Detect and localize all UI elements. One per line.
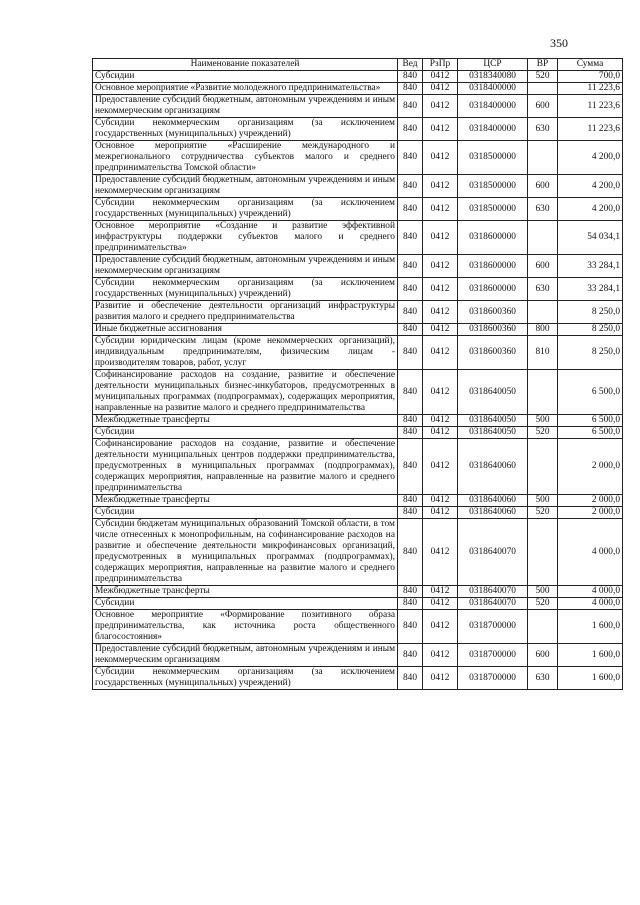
table-row [93,439,623,495]
cell-name: Основное мероприятие «Развитие молодежного предпринимательства» [93,83,398,95]
cell-vr [528,370,558,415]
cell-vr: 630 [528,118,558,141]
cell-ved: 840 [398,415,423,427]
cell-vr: 630 [528,667,558,690]
cell-ved: 840 [398,644,423,667]
cell-vr [528,610,558,644]
cell-ved: 840 [398,667,423,690]
cell-ved: 840 [398,495,423,507]
cell-sum: 1 600,0 [558,644,623,667]
cell-name: Предоставление субсидий бюджетным, автономным учреждениям и иным некоммерческим организациям [93,255,398,278]
cell-sum: 33 284,1 [558,255,623,278]
cell-sum: 11 223,6 [558,95,623,118]
cell-sum: 11 223,6 [558,83,623,95]
cell-name: Субсидии [93,507,398,519]
table-row [93,95,623,118]
cell-name: Основное мероприятие «Расширение международного и межрегионального сотрудничества субъектов малого и среднего предпринимательства Томской области» [93,141,398,175]
cell-rzpr: 0412 [423,370,458,415]
cell-name: Межбюджетные трансферты [93,415,398,427]
table-row [93,495,623,507]
cell-vr: 520 [528,507,558,519]
cell-vr: 630 [528,198,558,221]
cell-ved: 840 [398,598,423,610]
cell-csr: 0318500000 [458,198,528,221]
table-row [93,415,623,427]
table-row [93,141,623,175]
cell-vr: 520 [528,598,558,610]
cell-vr: 600 [528,644,558,667]
cell-rzpr: 0412 [423,439,458,495]
cell-csr: 0318600360 [458,336,528,370]
cell-csr: 0318340080 [458,71,528,83]
header-sum: Сумма [558,59,623,71]
cell-name: Межбюджетные трансферты [93,495,398,507]
cell-ved: 840 [398,427,423,439]
cell-vr: 520 [528,71,558,83]
cell-sum: 6 500,0 [558,370,623,415]
cell-rzpr: 0412 [423,301,458,324]
header-vr: ВР [528,59,558,71]
table-header-row [93,59,623,71]
cell-csr: 0318640060 [458,507,528,519]
cell-sum: 1 600,0 [558,610,623,644]
cell-vr [528,301,558,324]
cell-ved: 840 [398,221,423,255]
table-row [93,610,623,644]
cell-ved: 840 [398,198,423,221]
table-row [93,255,623,278]
cell-ved: 840 [398,507,423,519]
cell-csr: 0318500000 [458,141,528,175]
cell-rzpr: 0412 [423,175,458,198]
cell-name: Предоставление субсидий бюджетным, автономным учреждениям и иным некоммерческим организациям [93,644,398,667]
cell-sum: 8 250,0 [558,336,623,370]
cell-name: Субсидии некоммерческим организациям (за исключением государственных (муниципальных) учреждений) [93,118,398,141]
table-row [93,175,623,198]
cell-sum: 4 000,0 [558,598,623,610]
cell-name: Предоставление субсидий бюджетным, автономным учреждениям и иным некоммерческим организациям [93,95,398,118]
cell-rzpr: 0412 [423,141,458,175]
cell-sum: 54 034,1 [558,221,623,255]
cell-ved: 840 [398,439,423,495]
cell-csr: 0318400000 [458,95,528,118]
table-row [93,198,623,221]
cell-vr: 810 [528,336,558,370]
cell-rzpr: 0412 [423,586,458,598]
cell-name: Субсидии [93,427,398,439]
cell-rzpr: 0412 [423,83,458,95]
cell-rzpr: 0412 [423,427,458,439]
table-row [93,118,623,141]
table-row [93,83,623,95]
cell-rzpr: 0412 [423,198,458,221]
cell-vr [528,141,558,175]
cell-name: Субсидии некоммерческим организациям (за исключением государственных (муниципальных) учреждений) [93,198,398,221]
cell-name: Субсидии [93,598,398,610]
table-body [93,71,623,690]
cell-sum: 4 200,0 [558,141,623,175]
cell-vr: 600 [528,95,558,118]
table-row [93,507,623,519]
cell-rzpr: 0412 [423,415,458,427]
cell-csr: 0318640070 [458,519,528,586]
cell-rzpr: 0412 [423,221,458,255]
cell-sum: 33 284,1 [558,278,623,301]
table-row [93,278,623,301]
cell-rzpr: 0412 [423,71,458,83]
cell-csr: 0318640070 [458,598,528,610]
cell-ved: 840 [398,370,423,415]
cell-ved: 840 [398,519,423,586]
table-row [93,644,623,667]
table-row [93,221,623,255]
cell-csr: 0318600000 [458,255,528,278]
table-row [93,370,623,415]
cell-name: Иные бюджетные ассигнования [93,324,398,336]
cell-ved: 840 [398,118,423,141]
cell-csr: 0318600000 [458,278,528,301]
cell-vr: 600 [528,255,558,278]
table-row [93,427,623,439]
cell-csr: 0318400000 [458,83,528,95]
cell-rzpr: 0412 [423,495,458,507]
cell-ved: 840 [398,71,423,83]
cell-name: Субсидии юридическим лицам (кроме некоммерческих организаций), индивидуальным предпринимателям, физическим лицам - производителям товаров, работ, услуг [93,336,398,370]
cell-rzpr: 0412 [423,95,458,118]
cell-vr: 600 [528,175,558,198]
cell-rzpr: 0412 [423,255,458,278]
cell-rzpr: 0412 [423,118,458,141]
cell-name: Субсидии [93,71,398,83]
cell-rzpr: 0412 [423,324,458,336]
cell-name: Софинансирование расходов на создание, развитие и обеспечение деятельности муниципальных центров поддержки предпринимательства, предусмотренных в муниципальных программах (подпрограммах), содержащих мероприятия, направленные на развитие малого и среднего предпринимательства [93,439,398,495]
cell-ved: 840 [398,610,423,644]
cell-vr [528,519,558,586]
cell-name: Субсидии некоммерческим организациям (за исключением государственных (муниципальных) учреждений) [93,667,398,690]
cell-name: Субсидии бюджетам муниципальных образований Томской области, в том числе отнесенных к монопрофильным, на софинансирование расходов на развитие и обеспечение деятельности микрофинансовых организаций, предусмотренных в муниципальных программах (подпрограммах), содержащих мероприятия, направленные на развитие малого и среднего предпринимательства [93,519,398,586]
table-row [93,586,623,598]
page-number: 350 [550,36,568,50]
cell-rzpr: 0412 [423,336,458,370]
cell-name: Развитие и обеспечение деятельности организаций инфраструктуры развития малого и среднего предпринимательства [93,301,398,324]
cell-sum: 4 200,0 [558,175,623,198]
cell-ved: 840 [398,255,423,278]
cell-sum: 700,0 [558,71,623,83]
cell-name: Основное мероприятие «Формирование позитивного образа предпринимательства, как источника роста общественного благосостояния» [93,610,398,644]
cell-sum: 6 500,0 [558,415,623,427]
cell-vr: 800 [528,324,558,336]
cell-sum: 8 250,0 [558,324,623,336]
cell-csr: 0318400000 [458,118,528,141]
cell-sum: 2 000,0 [558,507,623,519]
cell-ved: 840 [398,278,423,301]
cell-ved: 840 [398,301,423,324]
cell-csr: 0318640060 [458,495,528,507]
cell-vr: 520 [528,427,558,439]
cell-rzpr: 0412 [423,507,458,519]
cell-vr: 500 [528,586,558,598]
table-row [93,301,623,324]
cell-vr [528,439,558,495]
table-row [93,336,623,370]
cell-sum: 4 000,0 [558,586,623,598]
cell-rzpr: 0412 [423,519,458,586]
cell-vr: 500 [528,495,558,507]
cell-rzpr: 0412 [423,610,458,644]
cell-csr: 0318640050 [458,370,528,415]
cell-ved: 840 [398,586,423,598]
cell-ved: 840 [398,324,423,336]
cell-csr: 0318600000 [458,221,528,255]
cell-sum: 4 200,0 [558,198,623,221]
cell-sum: 8 250,0 [558,301,623,324]
cell-csr: 0318640070 [458,586,528,598]
cell-name: Межбюджетные трансферты [93,586,398,598]
cell-sum: 1 600,0 [558,667,623,690]
cell-name: Основное мероприятие «Создание и развитие эффективной инфраструктуры поддержки субъектов малого и среднего предпринимательства» [93,221,398,255]
cell-vr [528,221,558,255]
header-rzpr: РзПр [423,59,458,71]
cell-name: Субсидии некоммерческим организациям (за исключением государственных (муниципальных) учреждений) [93,278,398,301]
cell-vr: 630 [528,278,558,301]
cell-csr: 0318640050 [458,415,528,427]
cell-ved: 840 [398,336,423,370]
table-row [93,519,623,586]
table-row [93,324,623,336]
table-row [93,598,623,610]
cell-vr: 500 [528,415,558,427]
cell-name: Софинансирование расходов на создание, развитие и обеспечение деятельности муниципальных бизнес-инкубаторов, предусмотренных в муниципальных программах (подпрограммах), содержащих мероприятия, направленные на развитие малого и среднего предпринимательства [93,370,398,415]
cell-sum: 11 223,6 [558,118,623,141]
budget-table [92,58,623,690]
cell-name: Предоставление субсидий бюджетным, автономным учреждениям и иным некоммерческим организациям [93,175,398,198]
cell-rzpr: 0412 [423,598,458,610]
cell-csr: 0318600360 [458,301,528,324]
cell-csr: 0318600360 [458,324,528,336]
cell-sum: 4 000,0 [558,519,623,586]
cell-sum: 2 000,0 [558,495,623,507]
cell-ved: 840 [398,141,423,175]
header-ved: Вед [398,59,423,71]
cell-ved: 840 [398,83,423,95]
cell-ved: 840 [398,95,423,118]
cell-rzpr: 0412 [423,278,458,301]
cell-vr [528,83,558,95]
cell-rzpr: 0412 [423,667,458,690]
table-row [93,71,623,83]
cell-csr: 0318700000 [458,610,528,644]
cell-ved: 840 [398,175,423,198]
cell-csr: 0318640060 [458,439,528,495]
cell-sum: 2 000,0 [558,439,623,495]
cell-csr: 0318700000 [458,644,528,667]
header-name: Наименование показателей [93,59,398,71]
cell-rzpr: 0412 [423,644,458,667]
table-row [93,667,623,690]
cell-csr: 0318700000 [458,667,528,690]
cell-csr: 0318500000 [458,175,528,198]
cell-csr: 0318640050 [458,427,528,439]
header-csr: ЦСР [458,59,528,71]
cell-sum: 6 500,0 [558,427,623,439]
